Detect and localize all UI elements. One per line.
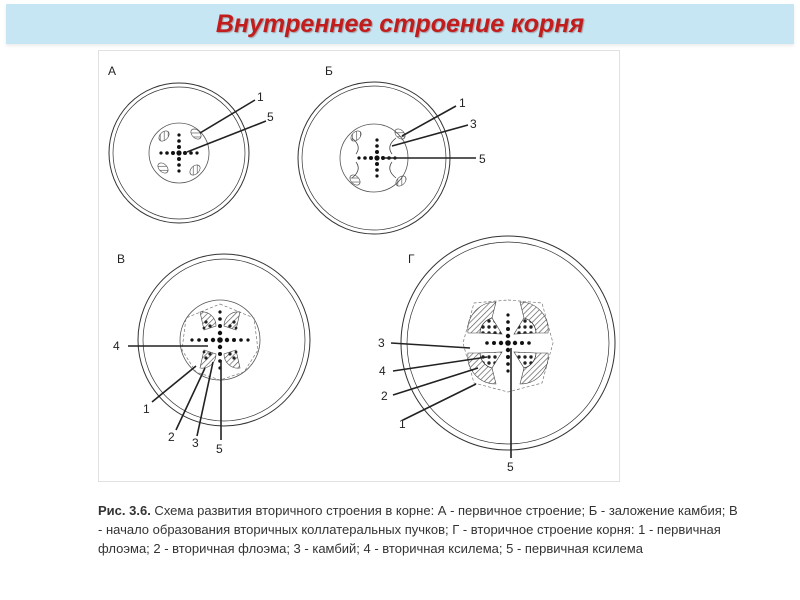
inner-cortex-ring	[143, 259, 305, 421]
panel-b	[298, 64, 486, 234]
panel-v	[113, 252, 310, 456]
callout-label: 5	[216, 442, 223, 456]
panel-a	[108, 64, 274, 223]
caption-label: Рис. 3.6.	[98, 503, 151, 518]
caption-text: Схема развития вторичного строения в корне: А - первичное строение; Б - заложение камбия; В - начало образования вторичных коллатеральных пучков; Г - вторичное строение корня: 1 - первичная флоэма; 2 - вторичная флоэма; 3 - камбий; 4 - вторичная ксилема; 5 - первичная ксилема	[98, 503, 738, 556]
leader-lines	[187, 100, 266, 152]
slide-title: Внутреннее строение корня	[215, 10, 585, 38]
callout-label: 1	[143, 402, 150, 416]
callout-label: 3	[378, 336, 385, 350]
primary-xylem	[190, 310, 249, 369]
outer-cortex-ring	[138, 254, 310, 426]
panel-g	[378, 236, 615, 474]
callout-label: 4	[113, 339, 120, 353]
callout-label: 5	[479, 152, 486, 166]
callout-label: 1	[257, 90, 264, 104]
callout-label: 5	[267, 110, 274, 124]
callout-label: 3	[192, 436, 199, 450]
callout-label: 3	[470, 117, 477, 131]
callout-label: 5	[507, 460, 514, 474]
figure-caption	[98, 501, 738, 558]
panel-letter: Г	[408, 252, 415, 266]
panel-letter: А	[108, 64, 117, 78]
panel-letter: В	[117, 252, 126, 266]
callout-label: 2	[381, 389, 388, 403]
panel-letter: Б	[325, 64, 333, 78]
callout-label: 4	[379, 364, 386, 378]
callout-label: 2	[168, 430, 175, 444]
callout-label: 1	[459, 96, 466, 110]
callout-label: 1	[399, 417, 406, 431]
